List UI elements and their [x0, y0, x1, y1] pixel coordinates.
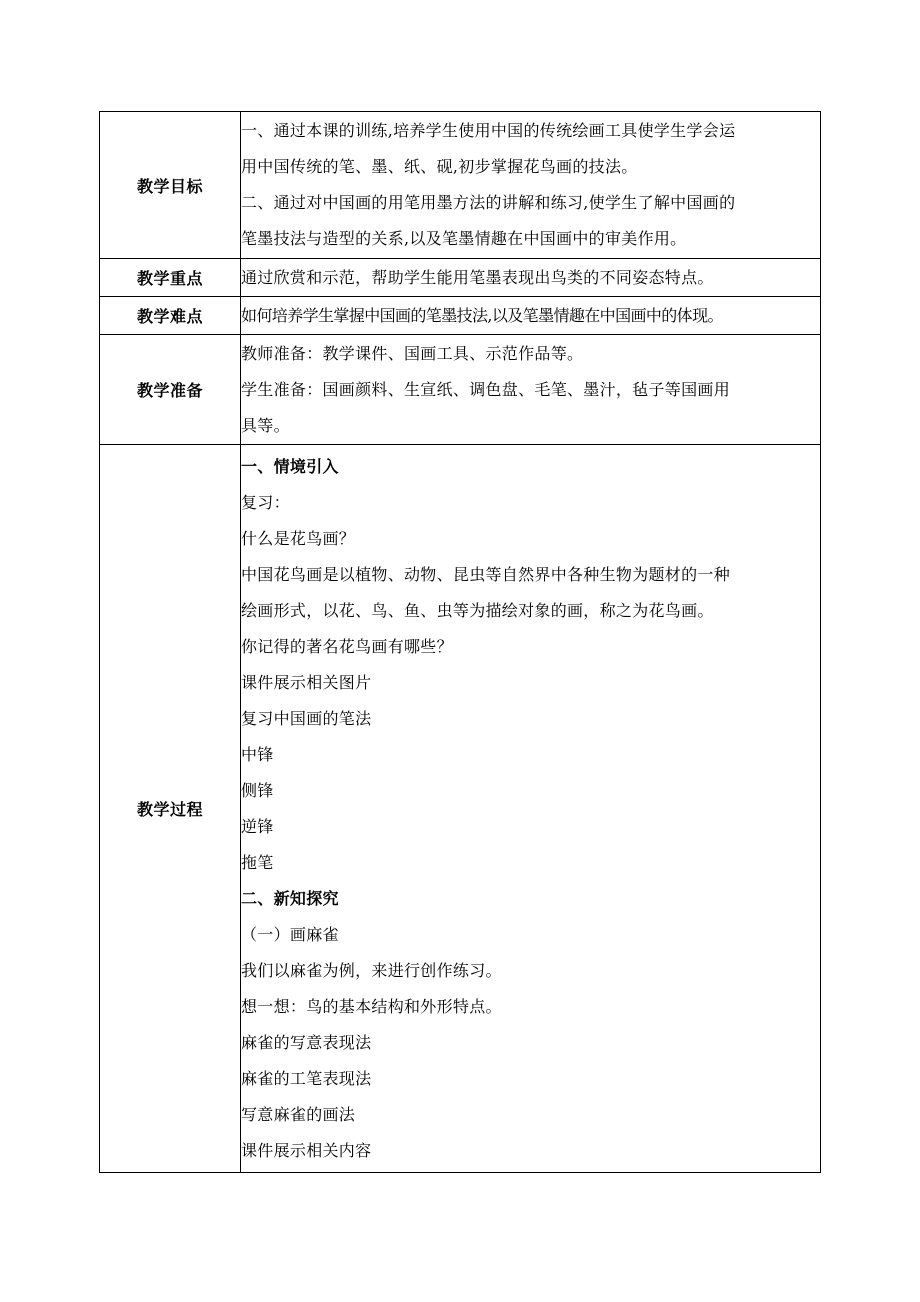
row-label-objectives: 教学目标: [100, 112, 241, 259]
content-line: 逆锋: [241, 816, 274, 836]
table-row-process: [100, 445, 821, 1173]
row-content-key-points: [241, 259, 821, 297]
content-line: 中锋: [241, 744, 274, 764]
content-line: 我们以麻雀为例，来进行创作练习。: [241, 960, 502, 980]
content-line: 笔墨技法与造型的关系,以及笔墨情趣在中国画中的审美作用。: [241, 229, 687, 248]
content-line: 你记得的著名花鸟画有哪些？: [241, 636, 453, 656]
content-line: 课件展示相关内容: [241, 1140, 372, 1160]
content-line: 复习：: [241, 492, 290, 512]
content-line: 侧锋: [241, 780, 274, 800]
row-content-objectives: [241, 112, 821, 259]
content-line: 想一想：鸟的基本结构和外形特点。: [241, 996, 502, 1016]
content-line: 什么是花鸟画？: [241, 528, 356, 548]
content-line: 如何培养学生掌握中国画的笔墨技法,以及笔墨情趣在中国画中的体现。: [241, 305, 723, 325]
content-line: 课件展示相关图片: [241, 672, 372, 692]
row-label-key-points: 教学重点: [100, 259, 241, 297]
content-line: 中国花鸟画是以植物、动物、昆虫等自然界中各种生物为题材的一种: [241, 564, 731, 584]
content-line: 用中国传统的笔、墨、纸、砚,初步掌握花鸟画的技法。: [241, 157, 638, 176]
content-line: 麻雀的工笔表现法: [241, 1068, 372, 1088]
row-content-difficulties: [241, 297, 821, 335]
content-line: 教师准备：教学课件、国画工具、示范作品等。: [241, 343, 584, 363]
table-row-objectives: [100, 112, 821, 259]
content-line: 一、通过本课的训练,培养学生使用中国的传统绘画工具使学生学会运: [241, 121, 736, 140]
lesson-plan-table: [99, 111, 821, 1173]
section-heading: 二、新知探究: [241, 888, 339, 908]
content-line: 学生准备：国画颜料、生宣纸、调色盘、毛笔、墨汁，毡子等国画用: [241, 379, 731, 399]
content-line: 通过欣赏和示范，帮助学生能用笔墨表现出鸟类的不同姿态特点。: [241, 267, 714, 287]
content-line: 具等。: [241, 415, 290, 435]
content-line: 写意麻雀的画法: [241, 1104, 356, 1124]
content-line: 绘画形式，以花、鸟、鱼、虫等为描绘对象的画，称之为花鸟画。: [241, 600, 714, 620]
row-label-preparation: 教学准备: [100, 335, 241, 445]
row-content-process: [241, 445, 821, 1173]
row-content-preparation: [241, 335, 821, 445]
content-line: 拖笔: [241, 852, 274, 872]
content-line: 二、通过对中国画的用笔用墨方法的讲解和练习,使学生了解中国画的: [241, 193, 736, 212]
content-line: 复习中国画的笔法: [241, 708, 372, 728]
section-heading: 一、情境引入: [241, 456, 339, 476]
table-row-key-points: [100, 259, 821, 297]
table-row-preparation: [100, 335, 821, 445]
table-row-difficulties: [100, 297, 821, 335]
content-line: 麻雀的写意表现法: [241, 1032, 372, 1052]
content-line: （一）画麻雀: [241, 924, 339, 944]
row-label-difficulties: 教学难点: [100, 297, 241, 335]
row-label-process: 教学过程: [100, 445, 241, 1173]
